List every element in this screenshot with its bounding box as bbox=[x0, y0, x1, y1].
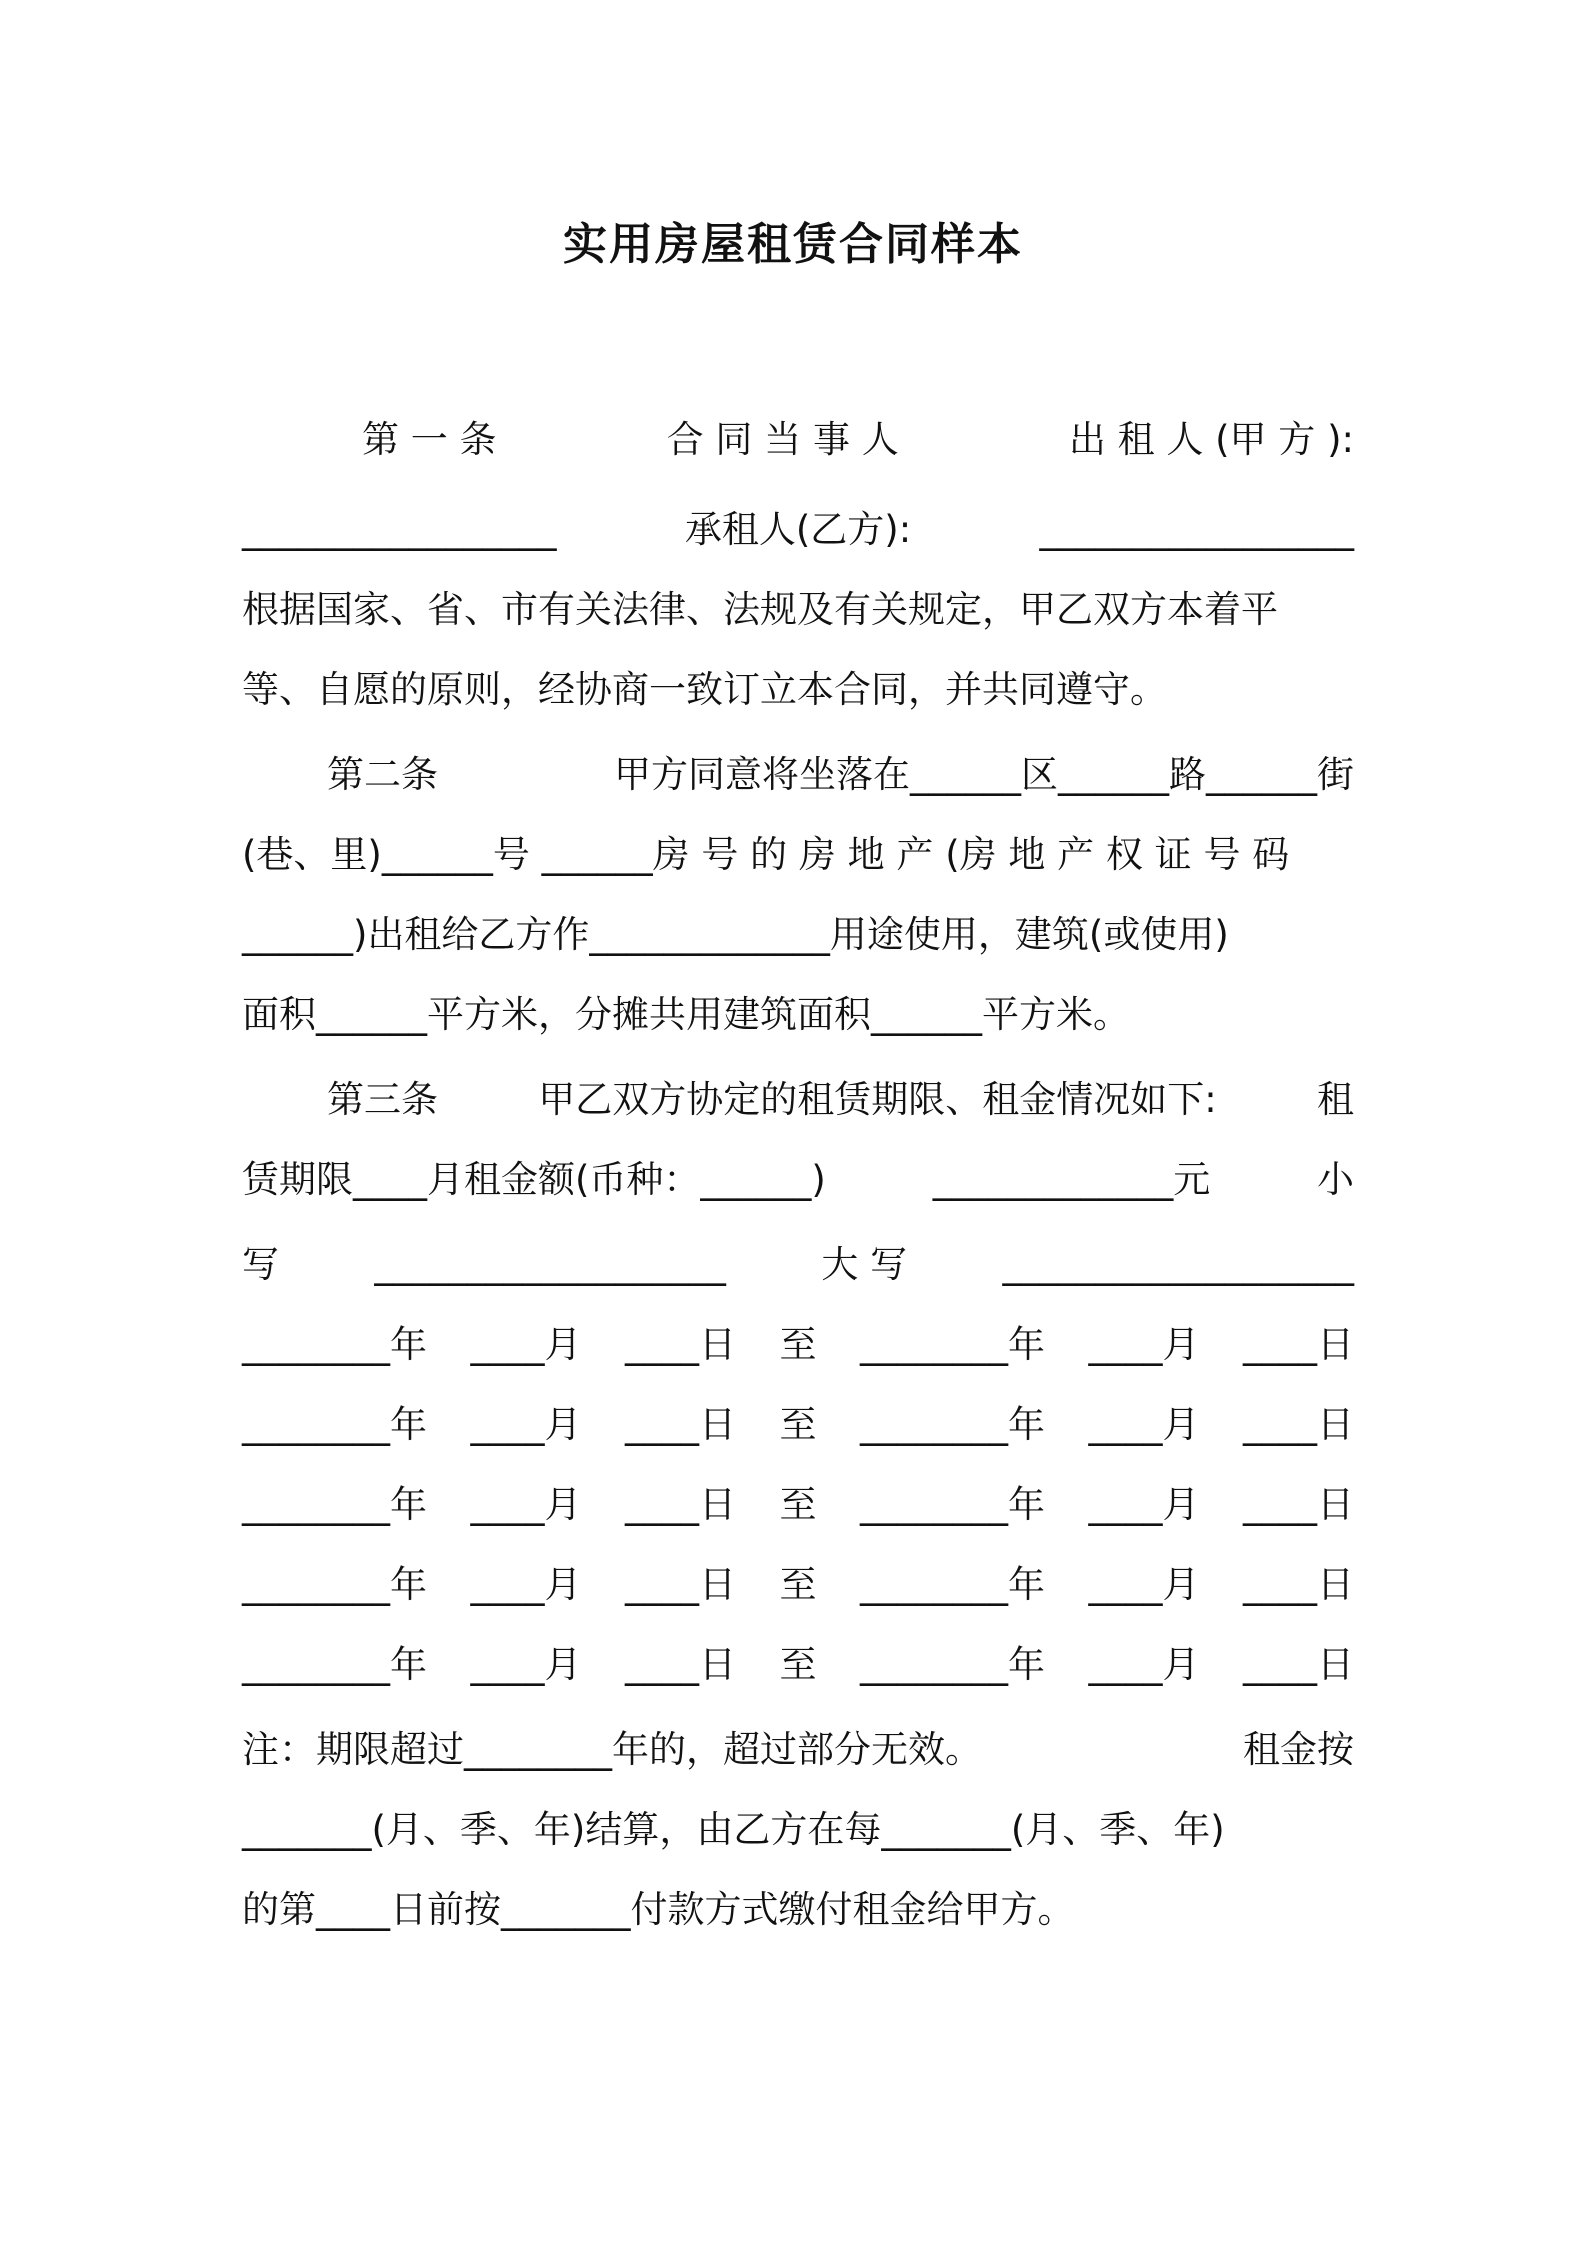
text-segment: 面积______平方米，分摊共用建筑面积______平方米。 bbox=[242, 993, 1130, 1036]
text-segment: 至 bbox=[779, 1323, 817, 1366]
text-segment: 大 写 bbox=[821, 1243, 908, 1286]
text-segment: ___________________ bbox=[374, 1243, 726, 1286]
text-line bbox=[242, 1150, 1354, 1210]
text-line bbox=[242, 905, 1354, 965]
text-line bbox=[242, 1800, 1354, 1860]
text-segment: ____月 bbox=[470, 1563, 582, 1606]
text-segment: ________年 bbox=[860, 1323, 1045, 1366]
text-line bbox=[242, 1475, 1354, 1535]
text-segment: ____日 bbox=[1243, 1323, 1354, 1366]
text-segment: 至 bbox=[779, 1563, 817, 1606]
text-segment: ____月 bbox=[470, 1323, 582, 1366]
text-segment: ___________________ bbox=[1002, 1243, 1354, 1286]
text-segment: _________________ bbox=[1039, 508, 1354, 551]
text-segment: ____日 bbox=[625, 1563, 736, 1606]
text-segment: 第二条 bbox=[327, 753, 438, 796]
text-segment: ____日 bbox=[1243, 1483, 1354, 1526]
text-segment: ____日 bbox=[1243, 1563, 1354, 1606]
text-segment: 租 bbox=[1317, 1078, 1354, 1121]
text-segment: ________年 bbox=[242, 1483, 427, 1526]
text-segment: ________年 bbox=[860, 1643, 1045, 1686]
text-segment: 等、自愿的原则，经协商一致订立本合同，并共同遵守。 bbox=[242, 668, 1167, 711]
text-line bbox=[242, 660, 1354, 720]
text-segment: _____________元 bbox=[932, 1158, 1211, 1201]
text-segment: 注：期限超过________年的，超过部分无效。 bbox=[242, 1728, 982, 1771]
text-segment: 第 一 条 bbox=[362, 418, 497, 461]
text-line bbox=[242, 1395, 1354, 1455]
text-segment: _______(月、季、年)结算，由乙方在每_______(月、季、年) bbox=[242, 1808, 1225, 1851]
text-segment: 第三条 bbox=[327, 1078, 438, 1121]
text-segment: ____月 bbox=[470, 1643, 582, 1686]
text-segment: ________年 bbox=[860, 1563, 1045, 1606]
text-segment: 的第____日前按_______付款方式缴付租金给甲方。 bbox=[242, 1888, 1075, 1931]
text-segment: ______)出租给乙方作_____________用途使用，建筑(或使用) bbox=[242, 913, 1229, 956]
text-segment: ____月 bbox=[1088, 1323, 1200, 1366]
text-segment: ____日 bbox=[625, 1643, 736, 1686]
text-line bbox=[242, 1315, 1354, 1375]
text-segment: ____日 bbox=[625, 1323, 736, 1366]
text-segment: 甲乙双方协定的租赁期限、租金情况如下: bbox=[538, 1078, 1217, 1121]
text-segment: ____月 bbox=[470, 1483, 582, 1526]
text-line bbox=[327, 745, 1354, 805]
text-segment: 至 bbox=[779, 1643, 817, 1686]
text-segment: 出 租 人 (甲 方 ): bbox=[1068, 418, 1354, 461]
text-segment: 承租人(乙方): bbox=[684, 508, 912, 551]
text-segment: 小 bbox=[1317, 1158, 1354, 1201]
document-title: 实用房屋租赁合同样本 bbox=[563, 219, 1023, 270]
text-segment: ____月 bbox=[1088, 1483, 1200, 1526]
text-segment: ____日 bbox=[1243, 1643, 1354, 1686]
text-segment: ________年 bbox=[242, 1563, 427, 1606]
text-segment: ________年 bbox=[242, 1323, 427, 1366]
text-segment: ________年 bbox=[242, 1403, 427, 1446]
text-segment: 甲方同意将坐落在______区______路______街 bbox=[614, 753, 1354, 796]
text-segment: _________________ bbox=[242, 508, 557, 551]
text-segment: 至 bbox=[779, 1403, 817, 1446]
text-segment: ____月 bbox=[1088, 1563, 1200, 1606]
text-line bbox=[242, 825, 1354, 885]
text-segment: ____月 bbox=[470, 1403, 582, 1446]
text-line bbox=[242, 1635, 1354, 1695]
text-segment: (巷、里)______号 ______房 号 的 房 地 产 (房 地 产 权 证 号 码 bbox=[242, 833, 1290, 876]
text-segment: 赁期限____月租金额(币种：______) bbox=[242, 1158, 826, 1201]
text-line bbox=[242, 580, 1354, 640]
text-line bbox=[242, 1555, 1354, 1615]
text-segment: ________年 bbox=[242, 1643, 427, 1686]
text-line bbox=[362, 410, 1354, 470]
text-line bbox=[327, 1070, 1354, 1130]
text-line bbox=[242, 1235, 1354, 1295]
text-segment: ____日 bbox=[625, 1403, 736, 1446]
text-line bbox=[242, 500, 1354, 560]
text-segment: ____月 bbox=[1088, 1643, 1200, 1686]
text-line bbox=[242, 1720, 1354, 1780]
text-segment: 根据国家、省、市有关法律、法规及有关规定，甲乙双方本着平 bbox=[242, 588, 1278, 631]
text-segment: ________年 bbox=[860, 1403, 1045, 1446]
text-segment: ____日 bbox=[1243, 1403, 1354, 1446]
text-segment: 租金按 bbox=[1243, 1728, 1354, 1771]
text-segment: ________年 bbox=[860, 1483, 1045, 1526]
text-line bbox=[242, 985, 1354, 1045]
text-segment: 写 bbox=[242, 1243, 279, 1286]
text-segment: 合 同 当 事 人 bbox=[666, 418, 899, 461]
text-segment: 至 bbox=[779, 1483, 817, 1526]
text-segment: ____月 bbox=[1088, 1403, 1200, 1446]
text-segment: ____日 bbox=[625, 1483, 736, 1526]
text-line bbox=[242, 1880, 1354, 1940]
